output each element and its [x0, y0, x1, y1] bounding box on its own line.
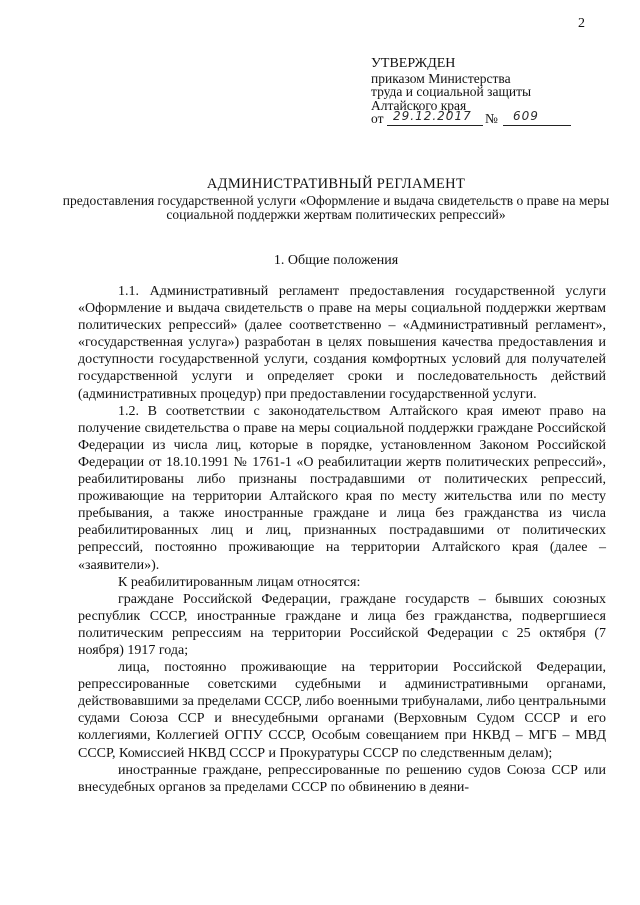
order-reference	[371, 109, 539, 126]
number-underline	[503, 125, 571, 126]
paragraph: иностранные граждане, репрессированные по решению судов Союза ССР или внесудебных органов за пределами СССР по обвинению в деяни-	[78, 762, 606, 795]
document-title: АДМИНИСТРАТИВНЫЙ РЕГЛАМЕНТ	[206, 176, 466, 192]
document-subtitle: предоставления государственной услуги «Оформление и выдача свидетельств о праве на меры социальной поддержки жертвам политических репрессий»	[62, 193, 610, 222]
approval-stamp-block	[371, 56, 539, 126]
order-prefix: от	[371, 111, 384, 126]
page-number: 2	[578, 16, 585, 31]
paragraph: лица, постоянно проживающие на территории Российской Федерации, репрессированные советскими судебными и административными органами, действовавшими за пределами СССР, либо военными трибуналами, либо центральными судами Союза ССР и внесудебными органами (Верховным Судом СССР и его коллегиями, Коллегией ОГПУ СССР, Особым совещанием при НКВД – МГБ – МВД СССР, Комиссией НКВД СССР и Прокуратуры СССР по следственным делам);	[78, 660, 606, 761]
order-number-handwritten: 609	[513, 109, 539, 123]
order-number-label: №	[485, 111, 498, 126]
document-title-block	[60, 176, 612, 222]
paragraph: 1.2. В соответствии с законодательством Алтайского края имеют право на получение свидетельства о праве на меры социальной поддержки граждане Российской Федерации из числа лиц, которые в порядке, установленном Законом Российской Федерации от 18.10.1991 № 1761-1 «О реабилитации жертв политических репрессий», реабилитированы либо признаны пострадавшими от политических репрессий, проживающие на территории Алтайского края по месту жительства или по месту пребывания, а также иностранные граждане и лица без гражданства из числа реабилитированных лиц и лиц, признанных пострадавшими от политических репрессий, постоянно проживающие на территории Алтайского края (далее – «заявители»).	[78, 403, 606, 573]
approval-line: труда и социальной защиты	[371, 84, 532, 99]
document-body	[78, 283, 606, 796]
approval-heading: УТВЕРЖДЕН	[371, 56, 456, 71]
approval-line: Алтайского края	[371, 97, 467, 113]
paragraph: К реабилитированным лицам относятся:	[118, 574, 361, 590]
order-date-handwritten: 29.12.2017	[393, 109, 472, 123]
section-heading: 1. Общие положения	[273, 253, 399, 268]
paragraph: граждане Российской Федерации, граждане государств – бывших союзных республик СССР, иностранные граждане и лица без гражданства, подвергшиеся политическим репрессиям на территории Российской Федерации с 25 октября (7 ноября) 1917 года;	[78, 591, 606, 658]
paragraph: 1.1. Административный регламент предоставления государственной услуги «Оформление и выдача свидетельств о праве на меры социальной поддержки жертвам политических репрессий» (далее соответственно – «Административный регламент», «государственная услуга») разработан в целях повышения качества предоставления и доступности государственной услуги, создания комфортных условий для получателей государственной услуги и определяет сроки и последовательность действий (административных процедур) при предоставлении государственной услуги.	[78, 284, 606, 402]
approval-line: приказом Министерства	[371, 70, 511, 86]
date-underline	[387, 125, 483, 126]
